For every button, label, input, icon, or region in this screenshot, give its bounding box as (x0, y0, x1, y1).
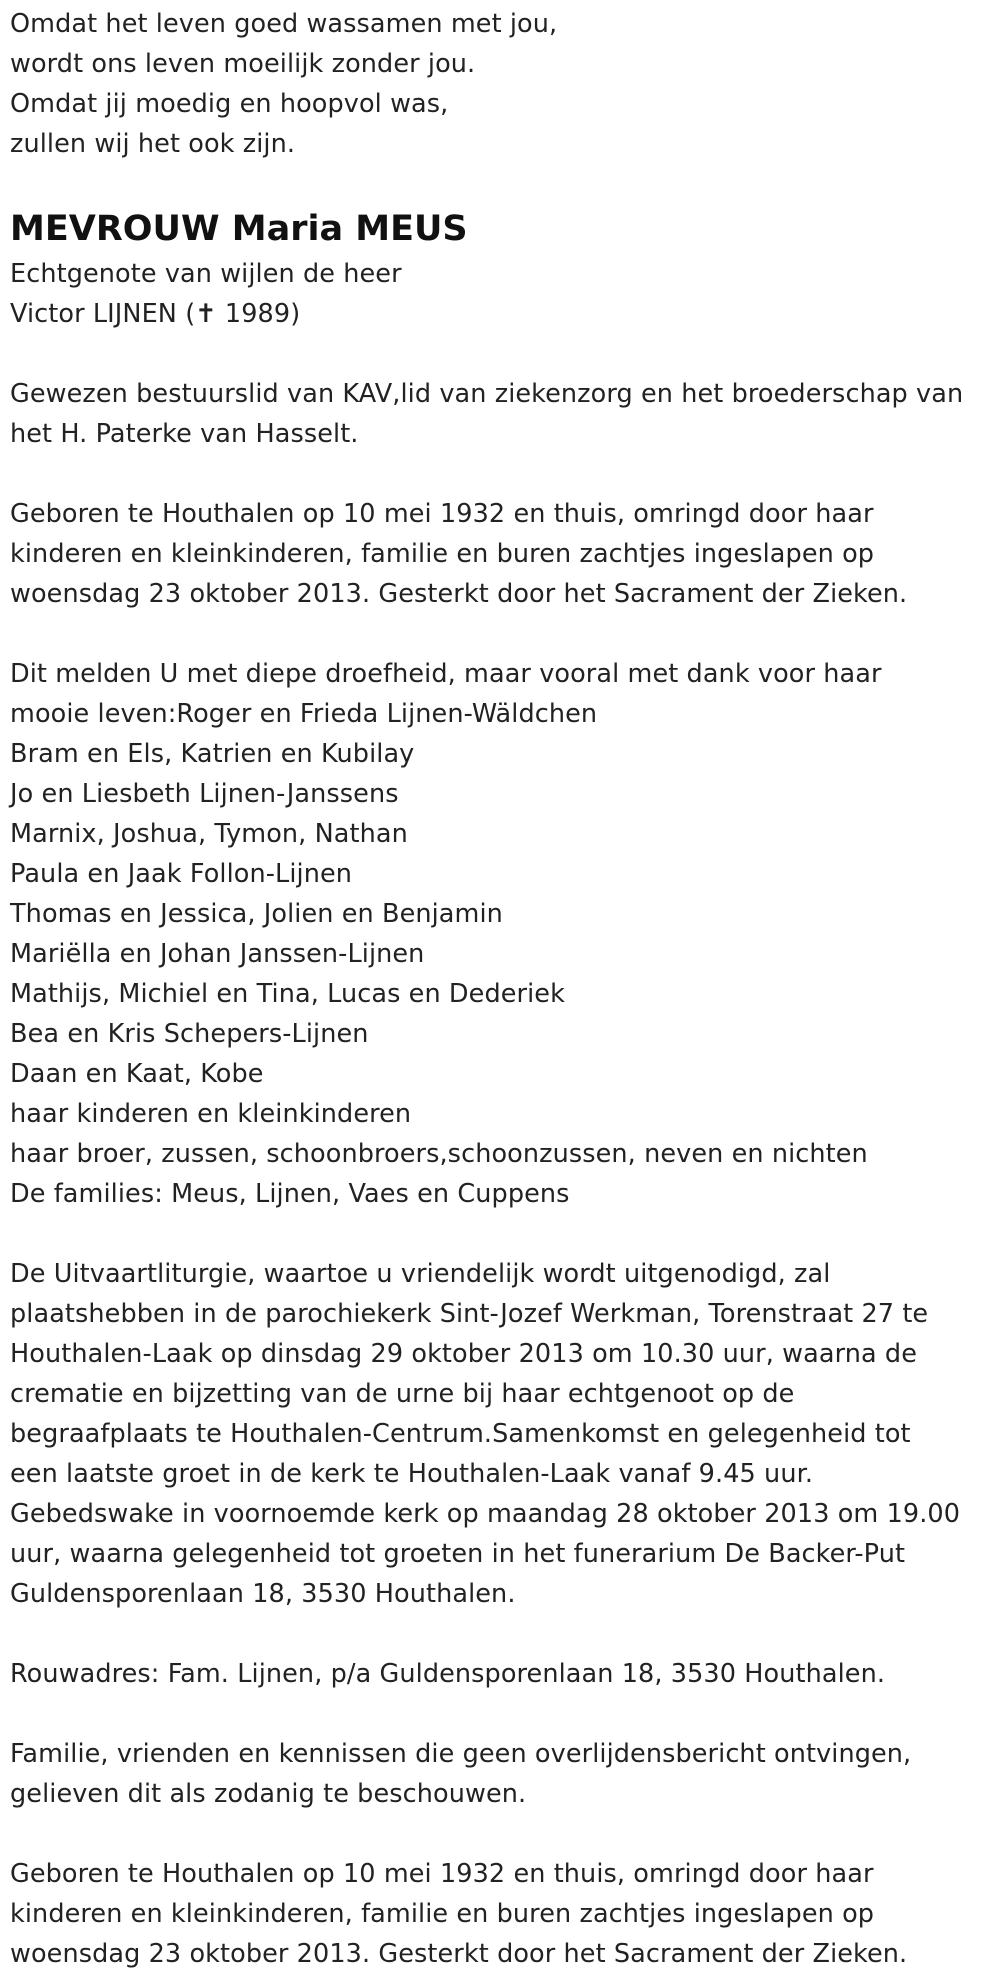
family-list (10, 654, 990, 1214)
family-line: Mathijs, Michiel en Tina, Lucas en Dederiek (10, 979, 565, 1009)
deceased-header (10, 204, 990, 334)
paragraph-line: Geboren te Houthalen op 10 mei 1932 en thuis, omringd door haar (10, 1859, 874, 1889)
poem-line: Omdat het leven goed wassamen met jou, (10, 9, 558, 39)
mourning-address (10, 1654, 990, 1694)
deceased-name: MEVROUW Maria MEUS (10, 209, 468, 249)
paragraph-line: woensdag 23 oktober 2013. Gesterkt door het Sacrament der Zieken. (10, 579, 908, 609)
family-line: Dit melden U met diepe droefheid, maar vooral met dank voor haar (10, 659, 882, 689)
family-line: Daan en Kaat, Kobe (10, 1059, 264, 1089)
paragraph-line: het H. Paterke van Hasselt. (10, 419, 359, 449)
address-line: Rouwadres: Fam. Lijnen, p/a Guldensporenlaan 18, 3530 Houthalen. (10, 1659, 886, 1689)
funeral-paragraph (10, 1254, 990, 1614)
paragraph-line: uur, waarna gelegenheid tot groeten in het funerarium De Backer-Put (10, 1539, 906, 1569)
spouse-line: Echtgenote van wijlen de heer (10, 259, 402, 289)
poem-line: wordt ons leven moeilijk zonder jou. (10, 49, 476, 79)
family-line: haar kinderen en kleinkinderen (10, 1099, 412, 1129)
paragraph-line: kinderen en kleinkinderen, familie en buren zachtjes ingeslapen op (10, 539, 875, 569)
birth-death-paragraph-repeat (10, 1854, 990, 1974)
family-line: Marnix, Joshua, Tymon, Nathan (10, 819, 408, 849)
family-line: Mariëlla en Johan Janssen-Lijnen (10, 939, 425, 969)
family-line: Paula en Jaak Follon-Lijnen (10, 859, 353, 889)
paragraph-line: Familie, vrienden en kennissen die geen overlijdensbericht ontvingen, (10, 1739, 912, 1769)
paragraph-line: plaatshebben in de parochiekerk Sint-Jozef Werkman, Torenstraat 27 te (10, 1299, 929, 1329)
paragraph-line: Geboren te Houthalen op 10 mei 1932 en thuis, omringd door haar (10, 499, 874, 529)
family-line: mooie leven:Roger en Frieda Lijnen-Wäldchen (10, 699, 598, 729)
paragraph-line: Guldensporenlaan 18, 3530 Houthalen. (10, 1579, 516, 1609)
family-line: De families: Meus, Lijnen, Vaes en Cuppens (10, 1179, 570, 1209)
birth-death-paragraph (10, 494, 990, 614)
roles-paragraph (10, 374, 990, 454)
spouse-line: Victor LIJNEN (✝ 1989) (10, 299, 301, 329)
family-line: Jo en Liesbeth Lijnen-Janssens (10, 779, 399, 809)
paragraph-line: crematie en bijzetting van de urne bij haar echtgenoot op de (10, 1379, 795, 1409)
paragraph-line: Gebedswake in voornoemde kerk op maandag 28 oktober 2013 om 19.00 (10, 1499, 961, 1529)
paragraph-line: Houthalen-Laak op dinsdag 29 oktober 2013 om 10.30 uur, waarna de (10, 1339, 917, 1369)
paragraph-line: een laatste groet in de kerk te Houthalen-Laak vanaf 9.45 uur. (10, 1459, 814, 1489)
family-line: Bram en Els, Katrien en Kubilay (10, 739, 415, 769)
paragraph-line: kinderen en kleinkinderen, familie en buren zachtjes ingeslapen op (10, 1899, 875, 1929)
paragraph-line: De Uitvaartliturgie, waartoe u vriendelijk wordt uitgenodigd, zal (10, 1259, 831, 1289)
family-line: Thomas en Jessica, Jolien en Benjamin (10, 899, 503, 929)
family-line: Bea en Kris Schepers-Lijnen (10, 1019, 369, 1049)
paragraph-line: Gewezen bestuurslid van KAV,lid van ziekenzorg en het broederschap van (10, 379, 964, 409)
paragraph-line: woensdag 23 oktober 2013. Gesterkt door het Sacrament der Zieken. (10, 1939, 908, 1969)
paragraph-line: begraafplaats te Houthalen-Centrum.Samenkomst en gelegenheid tot (10, 1419, 911, 1449)
family-line: haar broer, zussen, schoonbroers,schoonzussen, neven en nichten (10, 1139, 868, 1169)
paragraph-line: gelieven dit als zodanig te beschouwen. (10, 1779, 527, 1809)
poem-line: Omdat jij moedig en hoopvol was, (10, 89, 449, 119)
poem-line: zullen wij het ook zijn. (10, 129, 296, 159)
notice-paragraph (10, 1734, 990, 1814)
poem (10, 4, 990, 164)
